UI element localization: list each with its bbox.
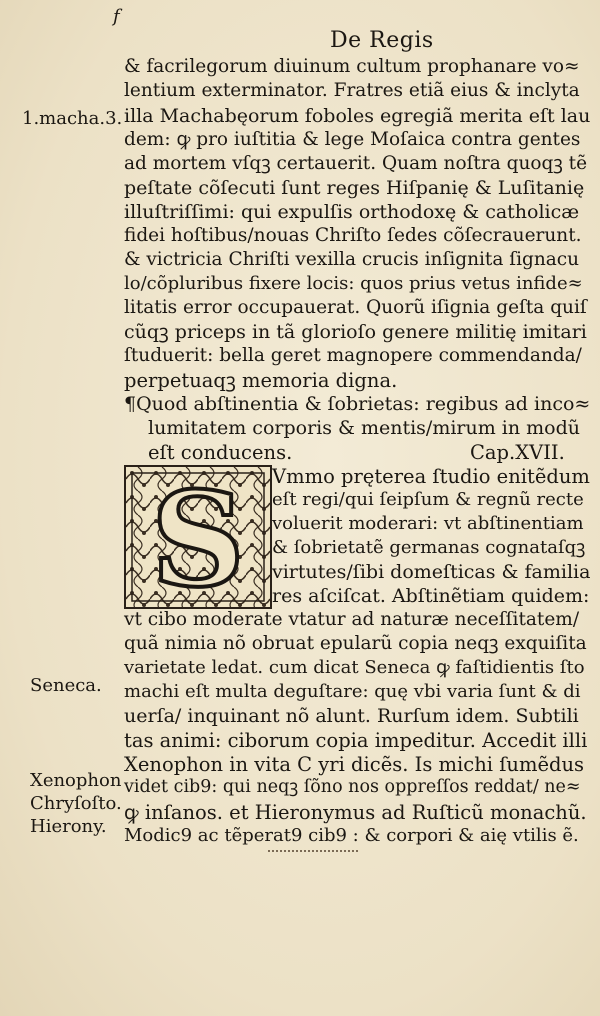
running-head: De Regis [330, 28, 434, 53]
text-line: ꝙ inſanos. et Hieronymus ad Ruſticũ monachũ. [124, 801, 587, 824]
chapter-heading-line: eſt conducens. [148, 441, 293, 464]
text-line: peſtate cõſecuti ſunt reges Hiſpanię & Luſitanię [124, 177, 585, 199]
text-line: illa Machabęorum foboles egregiã merita eſt lau [124, 105, 591, 127]
text-line: machi eſt multa deguſtare: quę vbi varia ſunt & di [124, 681, 581, 702]
text-line: quã nimia nõ obruat epularũ copia neqꝫ exquiſita [124, 633, 587, 654]
text-line: vt cibo moderate vtatur ad naturæ neceſſitatem/ [124, 609, 580, 630]
text-line: ſtuduerit: bella geret magnopere commendanda/ [124, 345, 582, 366]
text-line: lentium exterminator. Fratres etiã eius & inclyta [124, 80, 580, 101]
folio-mark: f [113, 6, 120, 27]
text-line: voluerit moderari: vt abſtinentiam [272, 513, 584, 534]
decorated-initial-s [124, 465, 272, 609]
chapter-heading-line: ¶Quod abſtinentia & ſobrietas: regibus ad inco≈ [124, 393, 591, 415]
text-line: lo/cõpluribus fixere locis: quos prius vetus infide≈ [124, 273, 583, 294]
text-line: fidei hoſtibus/nouas Chriſto ſedes cõſecrauerunt. [124, 225, 582, 246]
text-line: uerſa/ inquinant nõ alunt. Rurſum idem. Subtili [124, 705, 579, 727]
text-line: varietate ledat. cum dicat Seneca ꝙ faſtidientis ſto [124, 657, 585, 678]
margin-note-xenophon: Xenophon [30, 770, 122, 791]
text-line: res aſciſcat. Abſtinẽtiam quidem: [272, 585, 590, 607]
text-line: tas animi: ciborum copia impeditur. Accedit illi [124, 729, 588, 752]
chapter-heading-line: lumitatem corporis & mentis/mirum in modũ [148, 417, 581, 439]
text-line: cũqꝫ priceps in tã glorioſo genere militię imitari [124, 321, 587, 343]
text-line: Modic9 ac tẽperat9 cib9 : & corpori & aię vtilis ẽ. [124, 825, 579, 846]
text-line: virtutes/ſibi domeſticas & familia [272, 561, 591, 583]
chapter-label: Cap.XVII. [470, 441, 565, 464]
text-line: Xenophon in vita C yri dicẽs. Is michi ſumẽdus [124, 753, 585, 776]
margin-note-seneca: Seneca. [30, 675, 102, 696]
margin-note-machabees: 1.macha.3. [22, 108, 123, 129]
initial-letter: S [151, 467, 245, 607]
dotted-rule [268, 848, 358, 852]
text-line: ad mortem vſqꝫ certauerit. Quam noſtra quoqꝫ tẽ [124, 153, 588, 174]
margin-note-hieronymus: Hierony. [30, 816, 107, 837]
text-line: videt cib9: qui neqꝫ ſõno nos oppreſſos reddat/ ne≈ [124, 777, 581, 797]
text-line: illuſtriſſimi: qui expulſis orthodoxę & catholicæ [124, 201, 580, 223]
text-line: dem: ꝙ pro iuſtitia & lege Moſaica contra gentes [124, 129, 581, 150]
text-line: & ſobrietatẽ germanas cognataſqꝫ [272, 537, 586, 558]
text-line: Vmmo pręterea ſtudio enitẽdum [272, 465, 590, 488]
text-line: eſt regi/qui ſeipſum & regnũ recte [272, 489, 584, 510]
text-line: litatis error occupauerat. Quorũ iſignia geſta quiſ [124, 297, 587, 318]
margin-note-chrysostom: Chryſoſto. [30, 793, 122, 814]
text-line: & facrilegorum diuinum cultum prophanare vo≈ [124, 56, 580, 77]
text-line: perpetuaqꝫ memoria digna. [124, 369, 398, 392]
text-line: & victricia Chriſti vexilla crucis inſignita ſignacu [124, 249, 580, 270]
